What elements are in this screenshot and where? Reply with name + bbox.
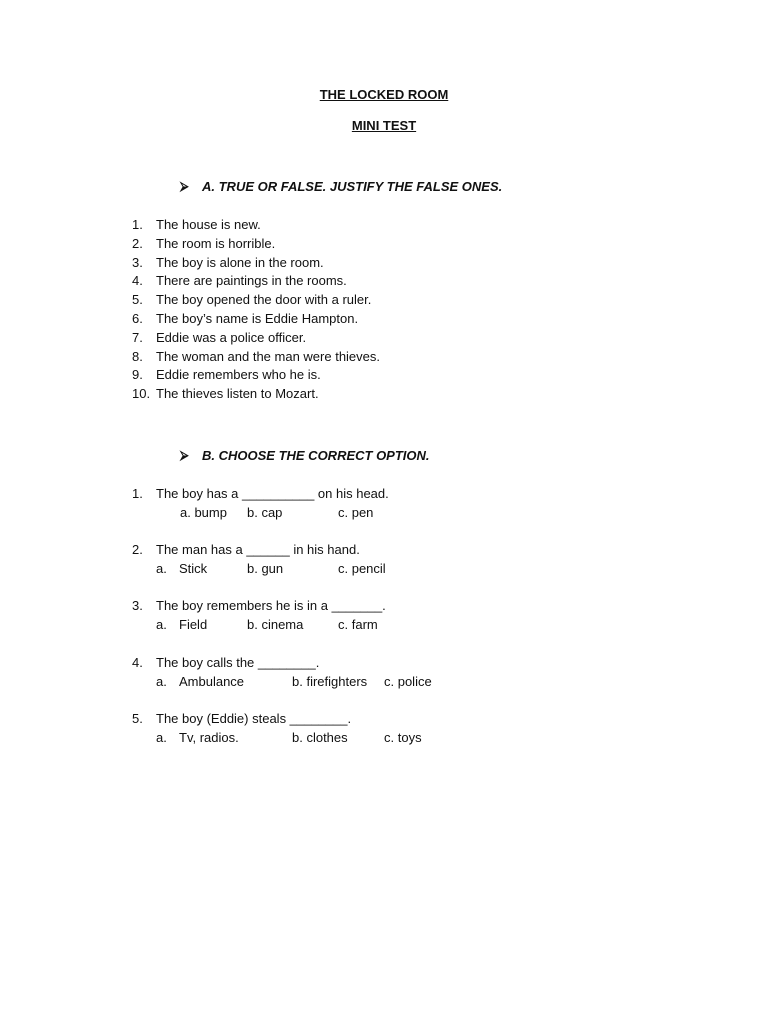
question-options xyxy=(132,615,386,634)
item-number: 7. xyxy=(132,329,143,345)
arrow-bullet-icon: ⮚ xyxy=(180,448,189,462)
list-item xyxy=(132,272,380,291)
item-text: The boy opened the door with a ruler. xyxy=(156,292,372,308)
list-item xyxy=(132,310,380,329)
option-a: Tv, radios. xyxy=(179,730,239,745)
arrow-bullet-icon: ⮚ xyxy=(180,179,189,193)
option-b: b. gun xyxy=(247,561,284,576)
question-options xyxy=(132,559,386,578)
option-c: c. pen xyxy=(338,505,374,520)
item-text: The woman and the man were thieves. xyxy=(156,348,381,364)
question-number: 5. xyxy=(132,711,143,726)
option-b: b. firefighters xyxy=(292,674,368,689)
item-number: 10. xyxy=(132,386,151,402)
item-text: The room is horrible. xyxy=(156,235,276,251)
question-text: The boy remembers he is in a _______. xyxy=(156,598,386,613)
option-a: Stick xyxy=(179,561,208,576)
item-text: The thieves listen to Mozart. xyxy=(156,386,319,402)
list-item xyxy=(132,291,380,310)
item-number: 9. xyxy=(132,367,143,383)
question-number: 3. xyxy=(132,598,143,613)
option-c: c. pencil xyxy=(338,561,386,576)
list-item xyxy=(132,329,380,348)
item-text: The house is new. xyxy=(156,217,261,232)
question-text: The boy calls the ________. xyxy=(156,655,320,670)
item-number: 3. xyxy=(132,254,143,270)
question-text: The boy has a __________ on his head. xyxy=(156,486,389,501)
list-item xyxy=(132,366,380,385)
item-text: There are paintings in the rooms. xyxy=(156,273,347,289)
option-a: a. bump xyxy=(180,505,227,520)
question-options xyxy=(132,503,389,522)
item-text: The boy is alone in the room. xyxy=(156,254,324,270)
option-b: b. clothes xyxy=(292,730,348,745)
question-number: 1. xyxy=(132,486,143,501)
question-4 xyxy=(132,653,432,691)
item-number: 2. xyxy=(132,235,143,251)
list-item xyxy=(132,254,380,273)
option-a-letter: a. xyxy=(156,617,167,632)
question-text: The boy (Eddie) steals ________. xyxy=(156,711,352,726)
section-a-heading xyxy=(180,179,502,194)
option-c: c. farm xyxy=(338,617,378,632)
question-5 xyxy=(132,709,422,747)
question-2 xyxy=(132,540,386,578)
question-text: The man has a ______ in his hand. xyxy=(156,542,360,557)
item-number: 5. xyxy=(132,292,143,308)
list-item xyxy=(132,235,380,254)
list-item xyxy=(132,385,380,404)
option-a-letter: a. xyxy=(156,561,167,576)
option-a: Ambulance xyxy=(179,674,245,689)
question-1 xyxy=(132,484,389,522)
section-a-heading-text: A. TRUE OR FALSE. JUSTIFY THE FALSE ONES. xyxy=(202,179,503,194)
option-b: b. cinema xyxy=(247,617,304,632)
document-subtitle: MINI TEST xyxy=(351,118,417,133)
question-options xyxy=(132,672,432,691)
true-false-list xyxy=(132,216,380,404)
option-a: Field xyxy=(179,617,208,632)
list-item xyxy=(132,216,380,235)
item-number: 1. xyxy=(132,217,143,232)
list-item xyxy=(132,348,380,367)
option-a-letter: a. xyxy=(156,730,167,745)
item-text: Eddie was a police officer. xyxy=(156,329,307,345)
question-number: 4. xyxy=(132,655,143,670)
document-title: THE LOCKED ROOM xyxy=(319,87,449,102)
option-c: c. toys xyxy=(384,730,422,745)
question-3 xyxy=(132,596,386,634)
section-b-heading xyxy=(180,448,430,463)
item-text: Eddie remembers who he is. xyxy=(156,367,321,383)
question-options xyxy=(132,728,422,747)
item-text: The boy’s name is Eddie Hampton. xyxy=(156,310,359,326)
option-b: b. cap xyxy=(247,505,283,520)
item-number: 4. xyxy=(132,273,143,289)
item-number: 8. xyxy=(132,348,143,364)
question-number: 2. xyxy=(132,542,143,557)
section-b-heading-text: B. CHOOSE THE CORRECT OPTION. xyxy=(202,448,430,463)
option-a-letter: a. xyxy=(156,674,167,689)
option-c: c. police xyxy=(384,674,432,689)
item-number: 6. xyxy=(132,310,143,326)
